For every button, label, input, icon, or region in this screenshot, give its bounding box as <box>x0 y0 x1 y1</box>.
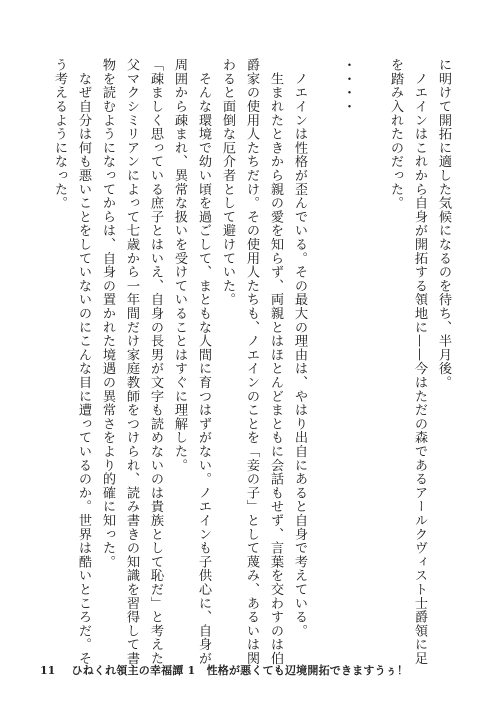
section-break: ・・・・ <box>340 58 355 114</box>
text-line: わると面倒な厄介者として避けていた。 <box>220 58 235 307</box>
text-line: 物を読むようになってからは、自身の置かれた境遇の異常さをより的確に知った。 <box>100 58 115 569</box>
page-footer <box>40 662 408 678</box>
text-line: に明けて開拓に適した気候になるのを待ち、半月後。 <box>436 58 451 390</box>
text-line: 生まれたときから親の愛を知らず、両親とはほとんどまともに会話もせず、言葉を交わすのは伯 <box>268 58 283 666</box>
text-line: 爵家の使用人たちだけ。その使用人たちも、ノエインのことを「妾の子」として蔑み、あるいは関 <box>244 58 259 666</box>
text-line: 父マクシミリアンによって七歳から一年間だけ家庭教師をつけられ、読み書きの知識を習得して書 <box>124 58 139 666</box>
text-line: なぜ自分は何も悪いことをしていないのにこんな目に遭っているのか。世界は酷いところだ。そ <box>76 58 91 666</box>
body-text <box>52 58 451 666</box>
text-line: ノエインはこれから自身が開拓する領地に——今はただの森であるアールクヴィスト士爵領に足 <box>412 58 427 666</box>
text-line: 「疎ましく思っている庶子とはいえ、自身の長男が文字も読めないのは貴族として恥だ」と考えた <box>148 58 163 666</box>
text-line: を踏み入れたのだった。 <box>388 58 403 210</box>
text-line: ノエインは性格が歪んでいる。その最大の理由は、やはり出自にあると自身で考えている。 <box>292 58 307 638</box>
page-number: 11 <box>40 664 56 677</box>
text-line: う考えるようになった。 <box>52 58 67 210</box>
text-line: 周囲から疎まれ、異常な扱いを受けていることはすぐに理解した。 <box>172 58 187 472</box>
text-line: そんな環境で幼い頃を過ごして、まともな人間に育つはずがない。ノエインも子供心に、自身が <box>196 58 211 666</box>
running-title: ひねくれ領主の幸福譚 1 性格が悪くても辺境開拓できますうぅ！ <box>71 664 409 677</box>
